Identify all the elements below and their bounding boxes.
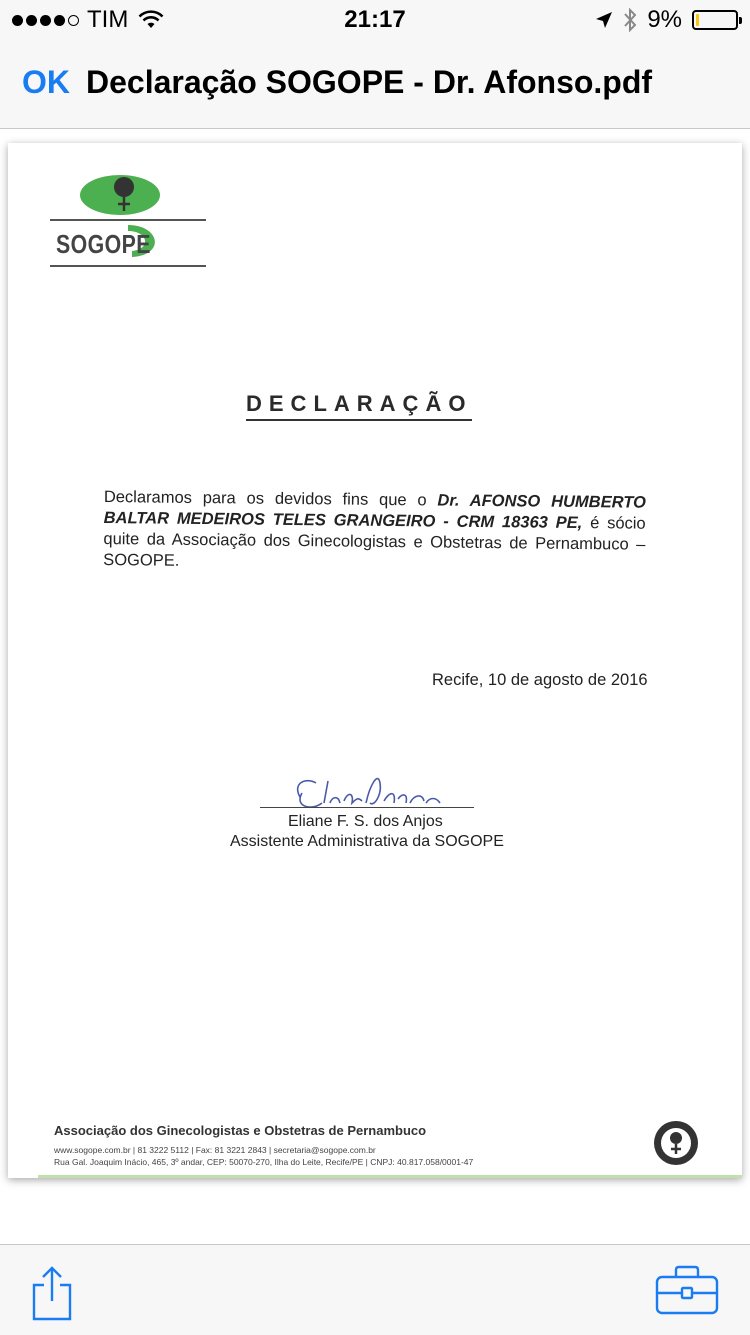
battery-icon bbox=[692, 10, 738, 30]
share-button[interactable] bbox=[30, 1265, 74, 1321]
pdf-viewer[interactable] bbox=[0, 129, 750, 1244]
battery-percent: 9% bbox=[647, 6, 682, 33]
signature-line bbox=[260, 807, 474, 808]
document-title: Declaração SOGOPE - Dr. Afonso.pdf bbox=[86, 64, 653, 100]
tools-button[interactable] bbox=[654, 1265, 720, 1315]
signer-role: Assistente Administrativa da SOGOPE bbox=[230, 833, 504, 850]
bottom-toolbar bbox=[0, 1244, 750, 1335]
share-icon bbox=[34, 1268, 70, 1319]
status-bar bbox=[0, 0, 750, 40]
footer-contact: www.sogope.com.br | 81 3222 5112 | Fax: 81 3221 2843 | secretaria@sogope.com.br bbox=[54, 1145, 376, 1155]
footer-organization: Associação dos Ginecologistas e Obstetras de Pernambuco bbox=[54, 1123, 427, 1138]
body-rest: é sócio quite da Associação dos Ginecologistas e Obstetras de Pernambuco – SOGOPE. bbox=[103, 514, 646, 570]
navigation-bar bbox=[0, 40, 750, 129]
done-button[interactable]: OK bbox=[22, 64, 70, 100]
body-intro: Declaramos para os devidos fins que o bbox=[103, 487, 438, 510]
pdf-page[interactable] bbox=[8, 143, 742, 1178]
document-heading: DECLARAÇÃO bbox=[246, 391, 472, 421]
sogope-logo bbox=[48, 171, 208, 271]
status-time: 21:17 bbox=[344, 6, 406, 33]
logo-text: SOGOPE bbox=[56, 229, 151, 259]
toolbox-icon bbox=[657, 1267, 717, 1313]
date-line: Recife, 10 de agosto de 2016 bbox=[432, 671, 648, 689]
declaration-body bbox=[103, 487, 646, 577]
carrier-label: TIM bbox=[87, 6, 129, 33]
battery-level-fill bbox=[696, 14, 699, 26]
signer-name: Eliane F. S. dos Anjos bbox=[288, 813, 443, 830]
member-name: Dr. AFONSO HUMBERTO BALTAR MEDEIROS TELES GRANGEIRO - CRM 18363 PE, bbox=[103, 491, 646, 533]
bluetooth-icon bbox=[623, 8, 637, 32]
seal-icon bbox=[652, 1119, 700, 1167]
location-arrow-icon bbox=[595, 11, 613, 29]
page-bottom-stripe bbox=[38, 1175, 742, 1178]
footer-address: Rua Gal. Joaquim Inácio, 465, 3º andar, CEP: 50070-270, Ilha do Leite, Recife/PE | CNPJ: 40.817.058/0001-47 bbox=[54, 1157, 474, 1167]
